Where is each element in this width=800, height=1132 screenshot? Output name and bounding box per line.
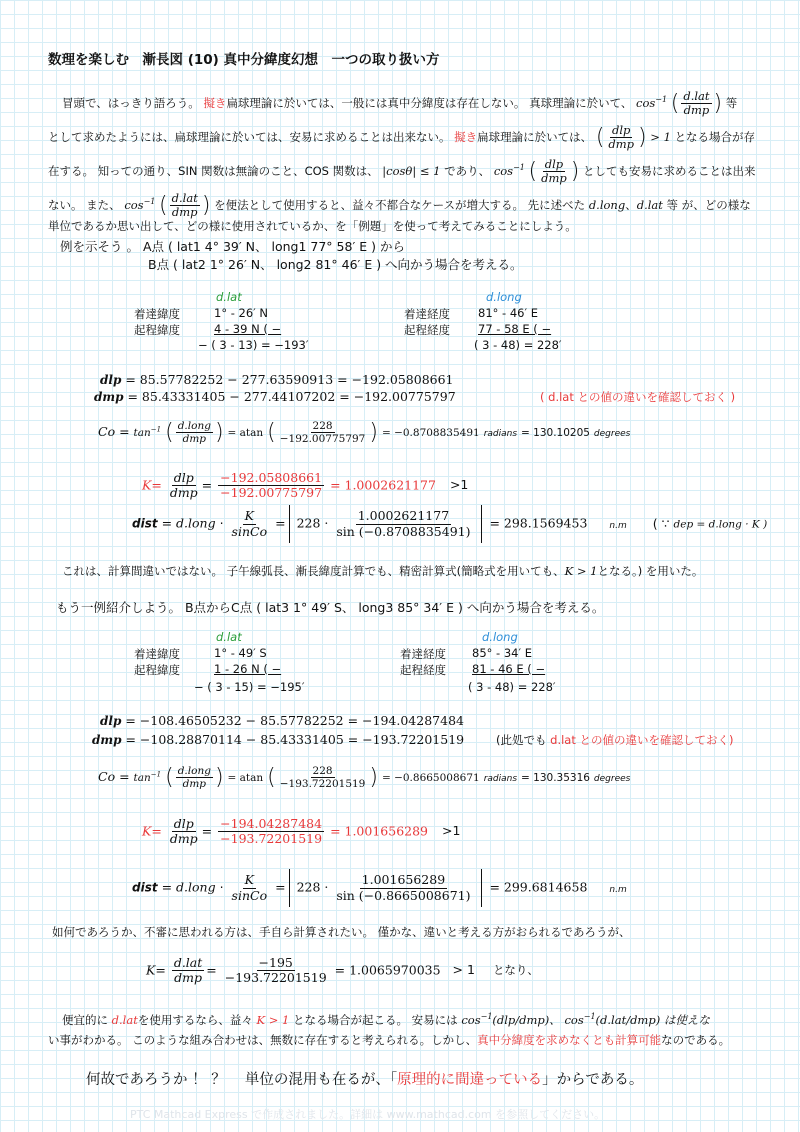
dist-equation: dist = d.long · $\frac{K}{\text{sinCo}}$ = 228 · $\frac{1.0002621177}{\sin (-0.8708835491)}$ = 298.1569453 n.m ( ∵ dep = d.long · K ) <box>132 505 767 543</box>
conclusion: 何故であろうか ！ ？ 単位の混用も在るが、「原理的に間違っている」からである。 <box>86 1072 644 1088</box>
departure-lat-value: 4 - 39 N ( − <box>214 322 282 336</box>
example-a-point: 例を示そう 。 A点 ( lat1 4° 39′ N、 long1 77° 58′ E ) から <box>60 239 405 254</box>
dlat-note: ( d.lat との値の違いを確認しておく ) <box>540 390 736 404</box>
final-line-2: い事がわかる。 このような組み合わせは、無数に存在すると考えられる。しかし、真中分緯度を求めなくとも計算可能なのである。 <box>48 1033 731 1047</box>
dlong-result: ( 3 - 48) = 228′ <box>474 338 562 352</box>
intro-line-2: として求めたようには、扁球理論に於いては、安易に求めることは出来ない。 擬き扁球理論に於いては、 ( $\frac{\text{dlp}}{\text{dmp}}$ ) > 1 となる場合が存 <box>48 123 756 152</box>
dlong-heading: d.long <box>486 290 522 304</box>
dlong-heading-2: d.long <box>482 630 518 644</box>
intro-line-1: 冒頭で、はっきり語ろう。 擬き扁球理論に於いては、一般には真中分緯度は存在しない。 真球理論に於いて、 $\cos^{-1}$ ( $\frac{\text{d.lat}}{\text{dmp}}$ ) 等 <box>62 89 738 118</box>
dist-equation-2: dist = d.long · $\frac{K}{\text{sinCo}}$ = 228 · $\frac{1.001656289}{\sin (-0.8665008671)}$ = 299.6814658 n.m <box>132 869 627 907</box>
arrival-long-label-2: 着達経度 <box>400 647 446 661</box>
page-title: 数理を楽しむ 漸長図 (10) 真中分緯度幻想 一つの取り扱い方 <box>48 52 440 68</box>
departure-lat-label: 起程緯度 <box>134 323 180 337</box>
example-b-point: B点 ( lat2 1° 26′ N、 long2 81° 46′ E ) へ向かう場合を考える。 <box>148 257 523 272</box>
arrival-lat-label: 着達緯度 <box>134 307 180 321</box>
intro-line-4: ない。 また、 $\cos^{-1}$ ( $\frac{\text{d.lat}}{\text{dmp}}$ ) を便法として使用すると、益々不都合なケースが増大する。 先に述べた d.long、d.lat 等 が、どの様な <box>48 191 751 220</box>
intro-line-3: 在する。 知っての通り、SIN 関数は無論のこと、COS 関数は、 |cosθ| ≤ 1 であり、 $\cos^{-1}$ ( $\frac{\text{dlp}}{\text{dmp}}$ ) としても安易に求めることは出来 <box>48 157 756 186</box>
watermark: PTC Mathcad Express で作成されました。詳細は www.mathcad.com を参照してください。 <box>130 1108 606 1121</box>
arrival-lat-value-2: 1° - 49′ S <box>214 646 267 660</box>
departure-long-value: 77 - 58 E ( − <box>478 322 552 336</box>
dmp-equation-2: dmp = −108.28870114 − 85.43331405 = −193.72201519 <box>92 732 465 747</box>
departure-long-value-2: 81 - 46 E ( − <box>472 662 546 676</box>
dlong-result-2: ( 3 - 48) = 228′ <box>468 680 556 694</box>
departure-lat-value-2: 1 - 26 N ( − <box>214 662 282 676</box>
dlp-equation: dlp = 85.57782252 − 277.63590913 = −192.05808661 <box>100 372 454 387</box>
final-line-1: 便宜的に d.latを使用するなら、益々 K > 1 となる場合が起こる。 安易には $\cos^{-1}(dlp/dmp)$、 $\cos^{-1}(d.lat/dmp)$ は使えな <box>62 1012 710 1027</box>
dlat-note-2: (此処でも d.lat との値の違いを確認しておく) <box>496 733 734 747</box>
dlat-heading: d.lat <box>216 290 242 304</box>
dlat-heading-2: d.lat <box>216 630 242 644</box>
arrival-lat-label-2: 着達緯度 <box>134 647 180 661</box>
co-equation-2: $Co = \tan^{-1}$ ( $\frac{\text{d.long}}{\text{dmp}}$ ) = atan ( $\frac{228}{-193.72201519}$ ) = −0.8665008671 radians = 130.35316 degrees <box>98 765 631 791</box>
k-equation-3: K= $\frac{\text{d.lat}}{\text{dmp}}$ = $\frac{-195}{-193.72201519}$ = 1.0065970035 > 1 となり、 <box>146 955 539 986</box>
departure-long-label: 起程経度 <box>404 323 450 337</box>
departure-long-label-2: 起程経度 <box>400 663 446 677</box>
k-equation-2: K= $\frac{\text{dlp}}{\text{dmp}}$ = $\frac{-194.04287484}{-193.72201519}$ = 1.001656289 >1 <box>142 816 461 847</box>
dmp-equation: dmp = 85.43331405 − 277.44107202 = −192.00775797 <box>94 389 456 404</box>
mid-text-1: これは、計算間違いではない。 子午線弧長、漸長緯度計算でも、精密計算式(簡略式を用いても、K > 1となる。) を用いた。 <box>62 564 704 578</box>
dlat-result-2: − ( 3 - 15) = −195′ <box>194 680 305 694</box>
arrival-long-value-2: 85° - 34′ E <box>472 646 533 660</box>
k-equation: K= $\frac{\text{dlp}}{\text{dmp}}$ = $\frac{-192.05808661}{-192.00775797}$ = 1.0002621177 >1 <box>142 470 469 501</box>
mid2-text: 如何であろうか、不審に思われる方は、手自ら計算されたい。 僅かな、違いと考える方がおられるであろうが、 <box>52 925 631 939</box>
intro-line-5: 単位であるか思い出して、どの様に使用されているか、を「例題」を使って考えてみることにしよう。 <box>48 219 577 233</box>
departure-lat-label-2: 起程緯度 <box>134 663 180 677</box>
arrival-long-label: 着達経度 <box>404 307 450 321</box>
dlat-result: − ( 3 - 13) = −193′ <box>198 338 309 352</box>
co-equation: $Co = \tan^{-1}$ ( $\frac{\text{d.long}}{\text{dmp}}$ ) = atan ( $\frac{228}{-192.00775797}$ ) = −0.8708835491 radians = 130.10205 degrees <box>98 420 631 446</box>
mid-text-2: もう一例紹介しよう。 B点からC点 ( lat3 1° 49′ S、 long3 85° 34′ E ) へ向かう場合を考える。 <box>56 600 605 615</box>
arrival-lat-value: 1° - 26′ N <box>214 306 269 320</box>
dlp-equation-2: dlp = −108.46505232 − 85.57782252 = −194.04287484 <box>100 713 464 728</box>
arrival-long-value: 81° - 46′ E <box>478 306 539 320</box>
